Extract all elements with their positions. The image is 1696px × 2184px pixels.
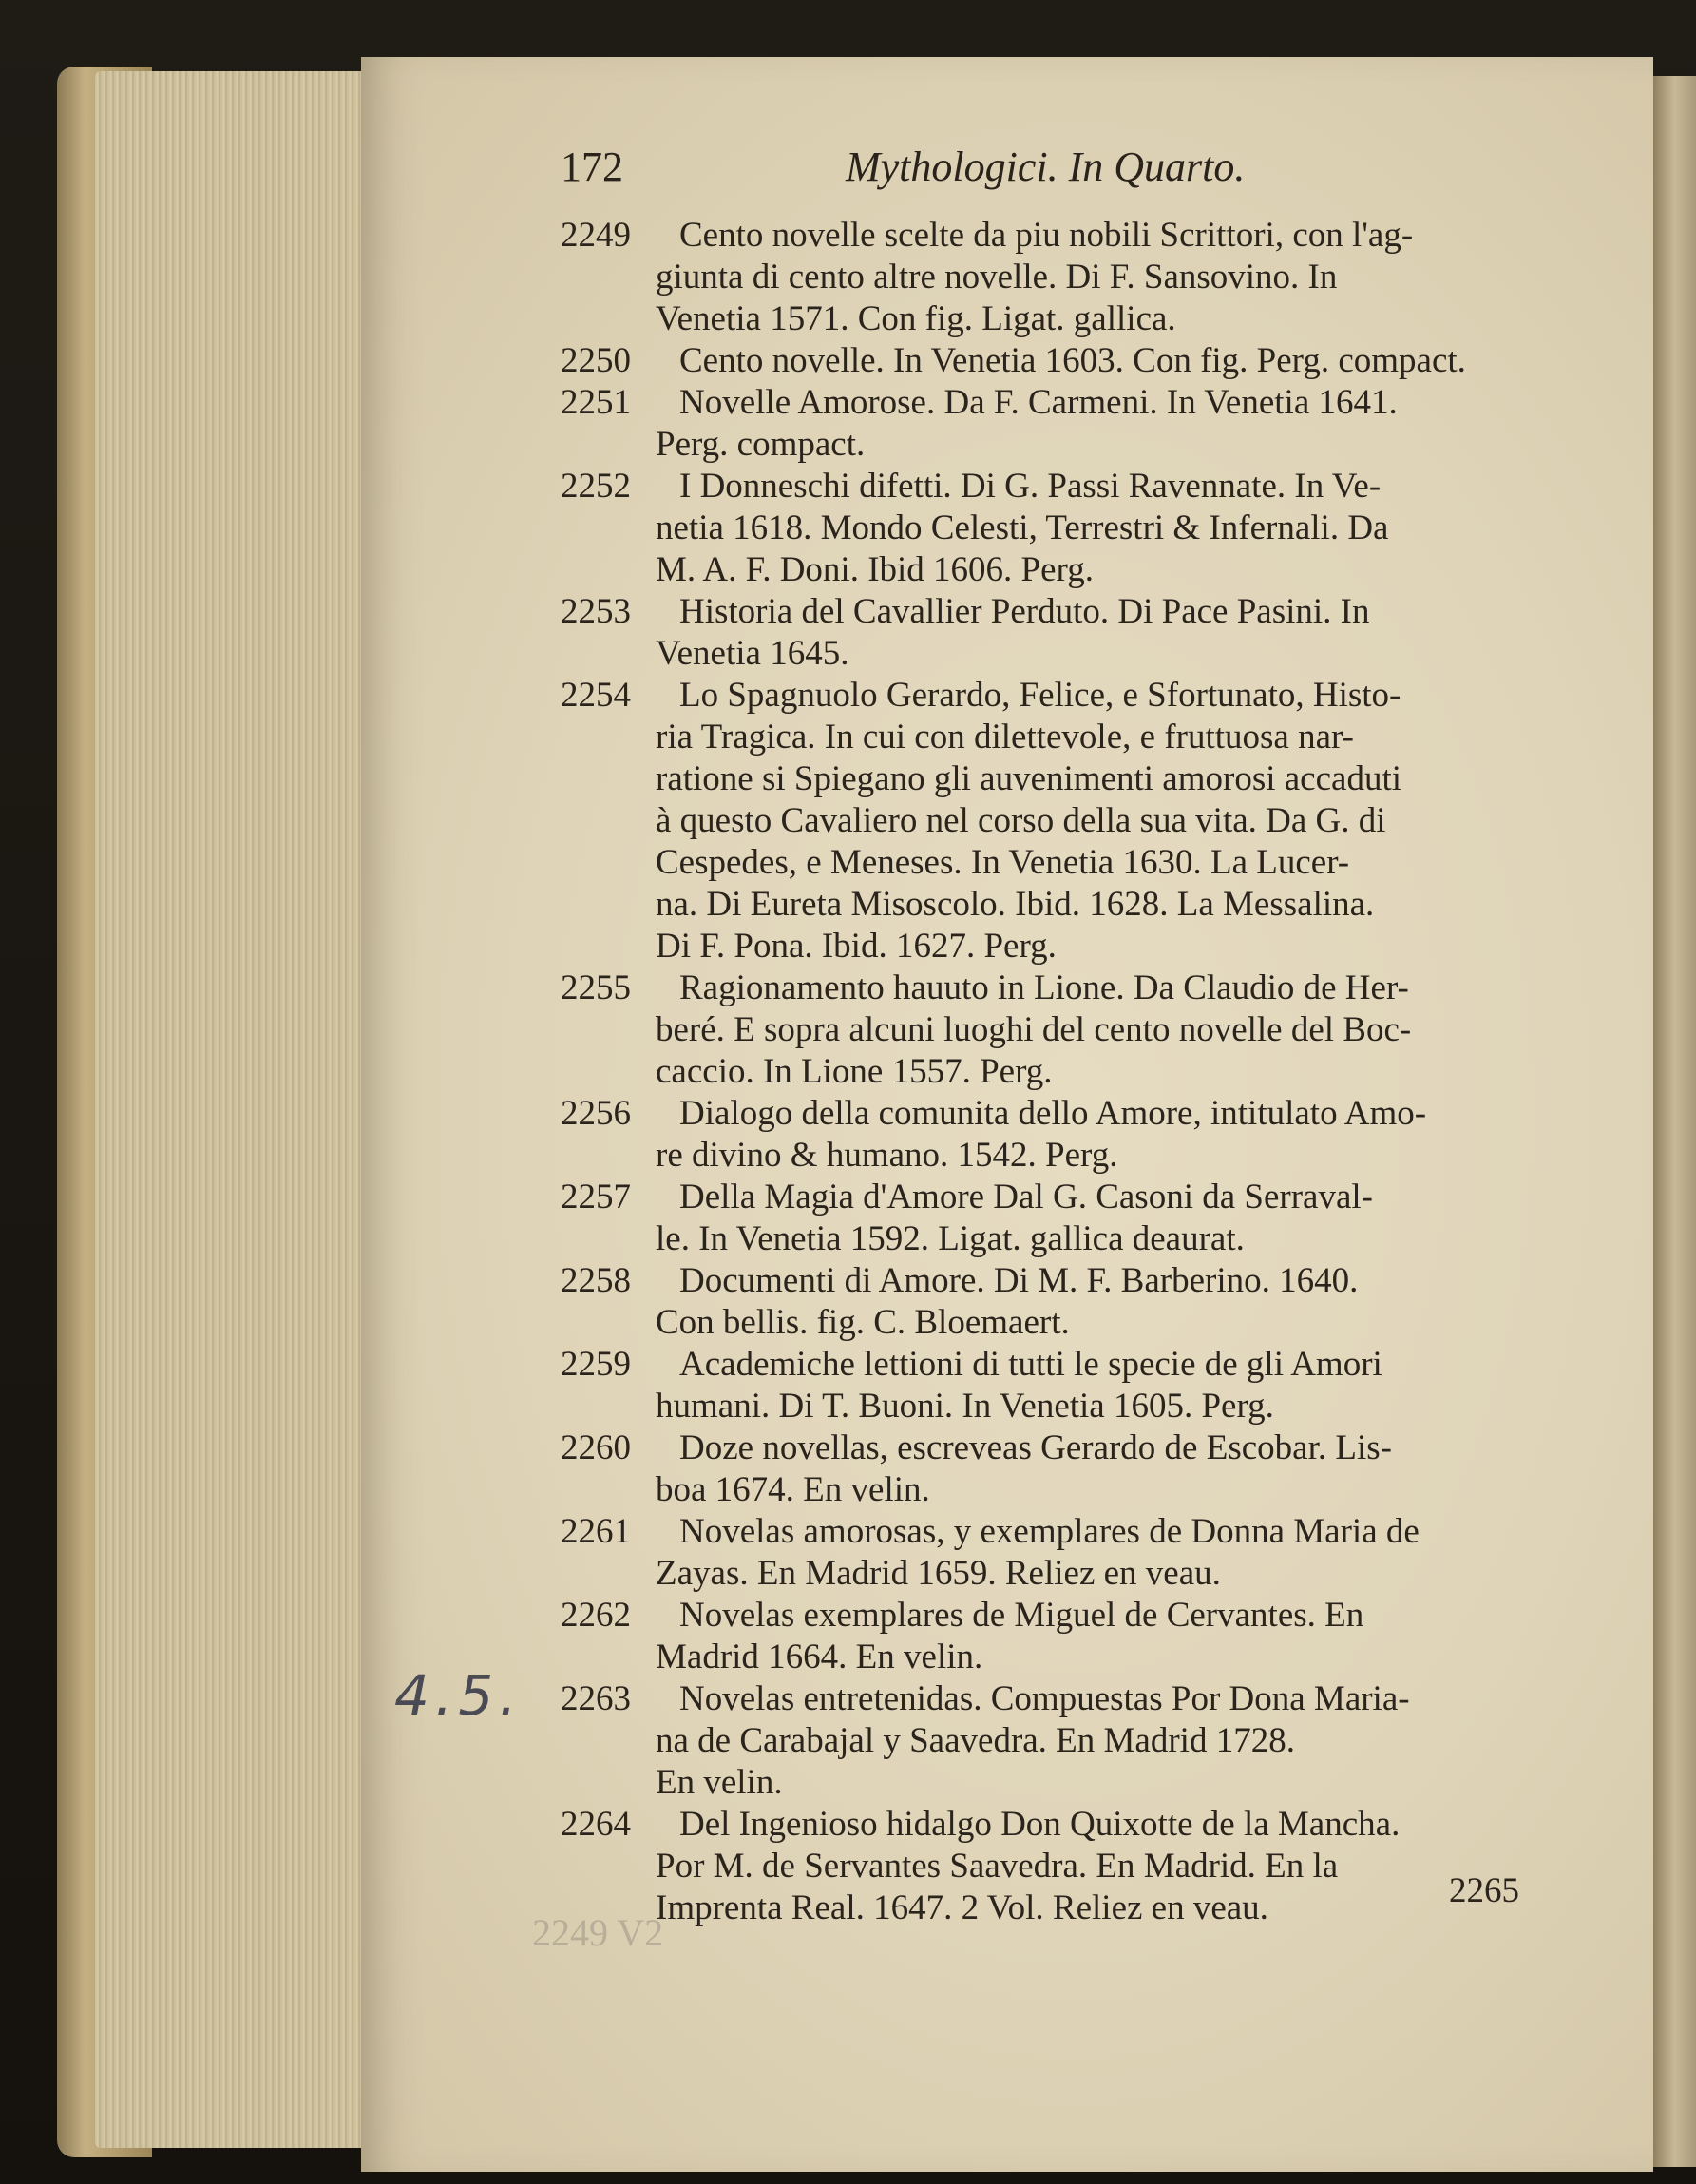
running-title: Mythologici. In Quarto. xyxy=(846,144,1246,190)
entry-text-line: na. Di Eureta Misoscolo. Ibid. 1628. La Messalina. xyxy=(656,885,1375,924)
entry-text-line: Novelas amorosas, y exemplares de Donna Maria de xyxy=(679,1512,1420,1551)
entry-text-line: le. In Venetia 1592. Ligat. gallica deaurat. xyxy=(656,1219,1245,1258)
entry-text-line: netia 1618. Mondo Celesti, Terrestri & Infernali. Da xyxy=(656,508,1389,547)
entry-text-line: I Donneschi difetti. Di G. Passi Ravennate. In Ve- xyxy=(679,467,1382,506)
entry-text-line: Doze novellas, escreveas Gerardo de Escobar. Lis- xyxy=(679,1428,1392,1467)
entry-number: 2256 xyxy=(561,1094,631,1133)
entry-text-line: Novelas exemplares de Miguel de Cervantes. En xyxy=(679,1596,1364,1635)
entry-number: 2260 xyxy=(561,1428,631,1467)
page-number: 172 xyxy=(561,144,623,190)
entry-text-line: Novelas entretenidas. Compuestas Por Dona Maria- xyxy=(679,1679,1410,1718)
entry-number: 2249 xyxy=(561,216,631,255)
entry-text-line: M. A. F. Doni. Ibid 1606. Perg. xyxy=(656,550,1094,589)
entry-number: 2255 xyxy=(561,968,631,1007)
entry-text-line: Documenti di Amore. Di M. F. Barberino. 1640. xyxy=(679,1261,1359,1300)
entry-text-line: Historia del Cavallier Perduto. Di Pace Pasini. In xyxy=(679,592,1370,631)
catalog-entry xyxy=(561,1260,1549,1344)
entry-number: 2251 xyxy=(561,383,631,422)
entry-text-line: En velin. xyxy=(656,1763,783,1802)
catalog-entry xyxy=(561,1093,1549,1177)
entry-number: 2250 xyxy=(561,341,631,380)
entry-number: 2258 xyxy=(561,1261,631,1300)
entry-text-line: boa 1674. En velin. xyxy=(656,1470,930,1509)
running-header xyxy=(561,143,1558,200)
entry-number: 2253 xyxy=(561,592,631,631)
catalog-entry xyxy=(561,1511,1549,1595)
entry-text-line: na de Carabajal y Saavedra. En Madrid 1728. xyxy=(656,1721,1295,1760)
entry-text-line: Perg. compact. xyxy=(656,425,866,464)
entry-text-line: Cespedes, e Meneses. In Venetia 1630. La Lucer- xyxy=(656,843,1350,882)
bleed-through-text: 2249 V2 xyxy=(532,1911,664,1954)
entry-text-line: ratione si Spiegano gli auvenimenti amorosi accaduti xyxy=(656,759,1402,798)
entry-text-line: Con bellis. fig. C. Bloemaert. xyxy=(656,1303,1070,1342)
entry-number: 2254 xyxy=(561,676,631,715)
entry-text-line: beré. E sopra alcuni luoghi del cento novelle del Boc- xyxy=(656,1010,1412,1049)
entry-text-line: Cento novelle scelte da piu nobili Scrittori, con l'ag- xyxy=(679,216,1414,255)
catchword: 2265 xyxy=(1449,1871,1519,1910)
entry-number: 2262 xyxy=(561,1596,631,1635)
catalog-entry xyxy=(561,340,1549,382)
catalog-entries xyxy=(561,215,1549,1929)
entry-number: 2261 xyxy=(561,1512,631,1551)
entry-text-line: Lo Spagnuolo Gerardo, Felice, e Sfortunato, Histo- xyxy=(679,676,1401,715)
entry-text-line: Academiche lettioni di tutti le specie de gli Amori xyxy=(679,1345,1382,1384)
entry-text-line: Venetia 1571. Con fig. Ligat. gallica. xyxy=(656,299,1176,338)
catalog-entry xyxy=(561,1344,1549,1427)
catalog-entry xyxy=(561,1678,1549,1804)
catalog-entry xyxy=(561,591,1549,675)
entry-text-line: re divino & humano. 1542. Perg. xyxy=(656,1136,1118,1175)
entry-number: 2257 xyxy=(561,1178,631,1217)
entry-text-line: giunta di cento altre novelle. Di F. Sansovino. In xyxy=(656,258,1338,297)
entry-number: 2259 xyxy=(561,1345,631,1384)
entry-text-line: Novelle Amorose. Da F. Carmeni. In Venetia 1641. xyxy=(679,383,1398,422)
catalog-entry xyxy=(561,967,1549,1093)
catalog-entry xyxy=(561,215,1549,340)
page-edges xyxy=(95,71,380,2148)
catalog-entry xyxy=(561,675,1549,967)
entry-text-line: Della Magia d'Amore Dal G. Casoni da Serraval- xyxy=(679,1178,1373,1217)
entry-text-line: ria Tragica. In cui con dilettevole, e fruttuosa nar- xyxy=(656,718,1354,757)
entry-text-line: caccio. In Lione 1557. Perg. xyxy=(656,1052,1053,1091)
entry-text-line: Por M. de Servantes Saavedra. En Madrid. En la xyxy=(656,1847,1339,1886)
catalog-entry xyxy=(561,382,1549,466)
entry-text-line: Venetia 1645. xyxy=(656,634,849,673)
catalog-entry xyxy=(561,1595,1549,1678)
catalog-entry xyxy=(561,466,1549,591)
entry-text-line: Imprenta Real. 1647. 2 Vol. Reliez en veau. xyxy=(656,1888,1268,1927)
facing-page-edge xyxy=(1653,76,1696,2167)
entry-text-line: humani. Di T. Buoni. In Venetia 1605. Perg. xyxy=(656,1387,1274,1426)
handwritten-margin-note: 4.5. xyxy=(394,1663,523,1728)
entry-number: 2263 xyxy=(561,1679,631,1718)
catalog-entry xyxy=(561,1427,1549,1511)
entry-text-line: Cento novelle. In Venetia 1603. Con fig. Perg. compact. xyxy=(679,341,1466,380)
entry-text-line: Zayas. En Madrid 1659. Reliez en veau. xyxy=(656,1554,1221,1593)
entry-text-line: Ragionamento hauuto in Lione. Da Claudio de Her- xyxy=(679,968,1409,1007)
entry-text-line: à questo Cavaliero nel corso della sua vita. Da G. di xyxy=(656,801,1386,840)
entry-text-line: Madrid 1664. En velin. xyxy=(656,1638,983,1676)
entry-number: 2264 xyxy=(561,1805,631,1844)
catalog-entry xyxy=(561,1804,1549,1929)
entry-text-line: Dialogo della comunita dello Amore, intitulato Amo- xyxy=(679,1094,1427,1133)
entry-text-line: Di F. Pona. Ibid. 1627. Perg. xyxy=(656,927,1057,966)
entry-text-line: Del Ingenioso hidalgo Don Quixotte de la Mancha. xyxy=(679,1805,1401,1844)
catalog-entry xyxy=(561,1177,1549,1260)
entry-number: 2252 xyxy=(561,467,631,506)
